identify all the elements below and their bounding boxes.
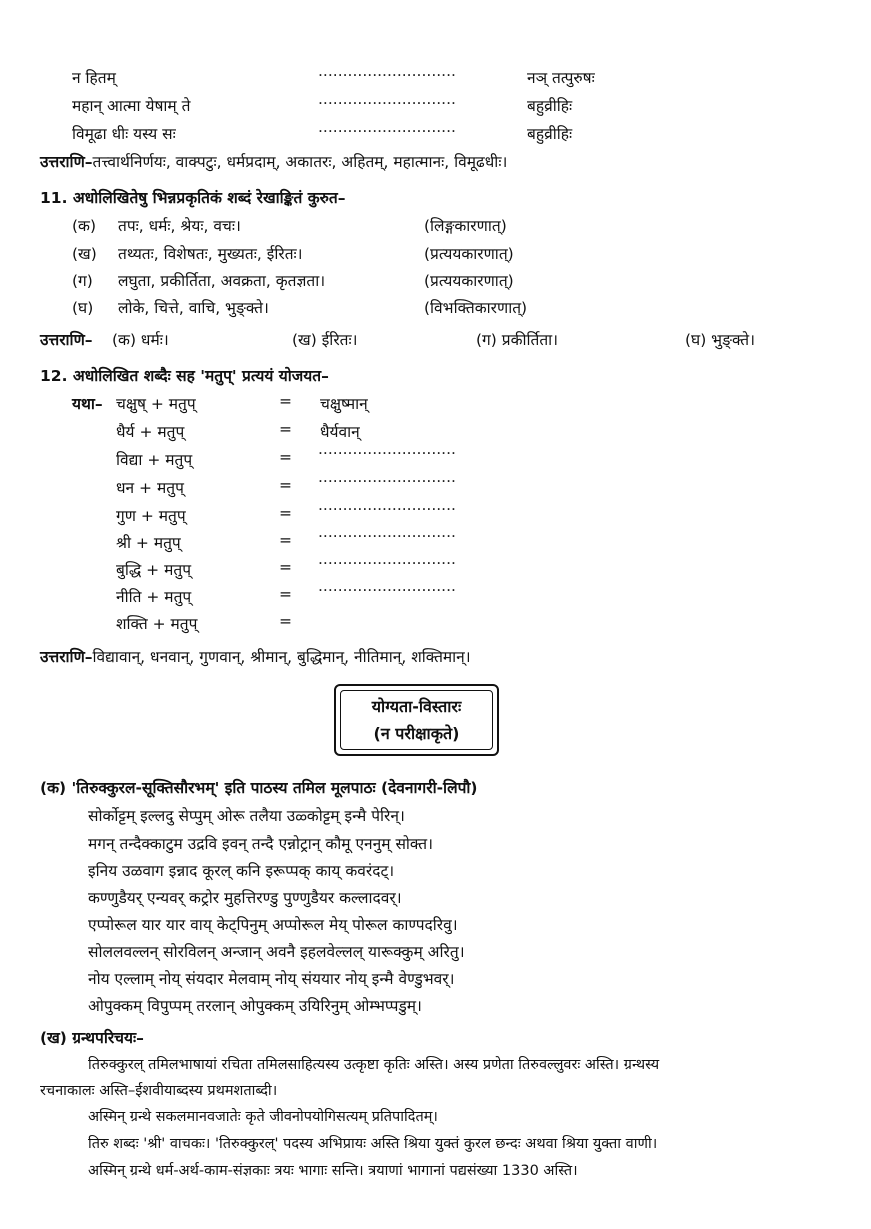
question-11-heading: 11. अधोलिखितेषु भिन्नप्रकृतिकं शब्दं रेखाङ्कितं कुरुत– [40, 189, 346, 207]
tamil-verse-line: मगन् तन्दैक्काटुम उद्रवि इवन् तन्दै एन्नोट्रान् कौमू एननुम् सोक्त। [88, 835, 433, 853]
expression: धैर्य + मतुप् [116, 423, 185, 441]
tamil-verse-line: सोर्कोट्टम् इल्लदु सेप्पुम् ओरू तलैया उळ्कोट्टम् इन्मै पेरिन्। [88, 807, 405, 825]
equals-sign: = [279, 392, 292, 410]
answer-ga: (ग) प्रकीर्तिता। [476, 331, 559, 349]
compound-type: बहुव्रीहिः [527, 97, 573, 115]
expression: विद्या + मतुप् [116, 451, 193, 469]
equals-sign: = [279, 558, 292, 576]
answers-text: तत्त्वार्थनिर्णयः, वाक्पटुः, धर्मप्रदाम्, अकातरः, अहितम्, महात्मानः, विमूढधीः। [92, 153, 508, 171]
answer-blank: ............................ [318, 440, 456, 458]
compound-phrase: न हितम् [72, 69, 116, 87]
paragraph-line: तिरु शब्दः 'श्री' वाचकः। 'तिरुक्कुरल्' पदस्य अभिप्रायः अस्ति श्रिया युक्तं कुरल छन्दः अथवा श्रिया युक्ता वाणी। [88, 1136, 658, 1152]
tamil-verse-line: सोललवल्लन् सोरविलन् अन्जान् अवनै इहलवेल्लल् यारूक्कुम् अरितु। [88, 943, 465, 961]
box-title: योग्यता-विस्तारः [371, 697, 462, 716]
answer-gha: (घ) भुङ्क्ते। [685, 331, 755, 349]
equals-sign: = [279, 585, 292, 603]
equals-sign: = [279, 531, 292, 549]
reason: (लिङ्गकारणात्) [424, 217, 507, 235]
box-subtitle: (न परीक्षाकृते) [373, 724, 460, 743]
equals-sign: = [279, 420, 292, 438]
paragraph-line: अस्मिन् ग्रन्थे सकलमानवजातेः कृते जीवनोपयोगिसत्यम् प्रतिपादितम्। [88, 1109, 438, 1125]
reason: (विभक्तिकारणात्) [424, 299, 528, 317]
answers-label: उत्तराणि– [40, 331, 93, 349]
answer-blank: ............................ [318, 550, 456, 568]
answers-text: विद्यावान्, धनवान्, गुणवान्, श्रीमान्, बुद्धिमान्, नीतिमान्, शक्तिमान्। [92, 648, 471, 666]
paragraph-line: तिरुक्कुरल् तमिलभाषायां रचिता तमिलसाहित्यस्य उत्कृष्टा कृतिः अस्ति। अस्य प्रणेता तिरुवल्लुवरः अस्ति। ग्रन्थस्य [88, 1057, 660, 1073]
answer-ka: (क) धर्मः। [112, 331, 169, 349]
tamil-verse-line: नोय एल्लाम् नोय् संयदार मेलवाम् नोय् संययार नोय् इन्मै वेण्डुभवर्। [88, 970, 455, 988]
tamil-verse-line: इनिय उळवाग इन्नाद कूरल् कनि इरूप्पक् काय् कवरंदट्। [88, 862, 395, 880]
row-label: (क) [72, 217, 96, 235]
row-label: (ग) [72, 272, 93, 290]
row-label: (घ) [72, 299, 94, 317]
section-ka-heading: (क) 'तिरुक्कुरल-सूक्तिसौरभम्' इति पाठस्य तमिल मूलपाठः (देवनागरी-लिपौ) [40, 779, 478, 797]
answer-blank: ............................ [318, 62, 456, 80]
q12-answers [40, 645, 471, 667]
compounds-answers [40, 150, 507, 172]
answer-blank: ............................ [318, 468, 456, 486]
word-list: तथ्यतः, विशेषतः, मुख्यतः, ईरितः। [118, 245, 303, 263]
answer-blank: ............................ [318, 90, 456, 108]
answers-label: उत्तराणि– [40, 153, 93, 171]
reason: (प्रत्ययकारणात्) [424, 245, 514, 263]
result: चक्षुष्मान् [320, 395, 368, 413]
equals-sign: = [279, 504, 292, 522]
reason: (प्रत्ययकारणात्) [424, 272, 514, 290]
expression: शक्ति + मतुप् [116, 615, 198, 633]
example-label: यथा– [72, 395, 103, 413]
compound-phrase: महान् आत्मा येषाम् ते [72, 97, 191, 115]
tamil-verse-line: कण्णुडैयर् एन्यवर् कट्रोर मुहत्तिरण्डु पुण्णुडैयर कल्लादवर्। [88, 889, 402, 907]
tamil-verse-line: ओपुक्कम् विपुप्पम् तरलान् ओपुक्कम् उयिरिनुम् ओम्भप्पडुम्। [88, 997, 422, 1015]
question-12-heading: 12. अधोलिखित शब्दैः सह 'मतुप्' प्रत्ययं योजयत– [40, 367, 329, 385]
equals-sign: = [279, 476, 292, 494]
tamil-verse-line: एप्पोरूल यार यार वाय् केट्पिनुम् अप्पोरूल मेय् पोरूल काण्पदरिवु। [88, 916, 458, 934]
enrichment-box [334, 684, 499, 756]
result: धैर्यवान् [320, 423, 360, 441]
answer-blank: ............................ [318, 496, 456, 514]
answer-blank: ............................ [318, 523, 456, 541]
word-list: लोके, चित्ते, वाचि, भुङ्क्ते। [118, 299, 269, 317]
expression: गुण + मतुप् [116, 507, 186, 525]
row-label: (ख) [72, 245, 97, 263]
answers-label: उत्तराणि– [40, 648, 93, 666]
answer-blank: ............................ [318, 118, 456, 136]
enrichment-box-inner [340, 690, 493, 750]
answer-kha: (ख) ईरितः। [292, 331, 358, 349]
equals-sign: = [279, 612, 292, 630]
compound-phrase: विमूढा धीः यस्य सः [72, 125, 176, 143]
compound-type: नञ् तत्पुरुषः [527, 69, 595, 87]
expression: नीति + मतुप् [116, 588, 192, 606]
paragraph-line: अस्मिन् ग्रन्थे धर्म-अर्थ-काम-संज्ञकाः त्रयः भागाः सन्ति। त्रयाणां भागानां पद्यसंख्या 1330 अस्ति। [88, 1163, 578, 1179]
expression: श्री + मतुप् [116, 534, 181, 552]
equals-sign: = [279, 448, 292, 466]
expression: बुद्धि + मतुप् [116, 561, 191, 579]
paragraph-line: रचनाकालः अस्ति–ईशवीयाब्दस्य प्रथमशताब्दी। [40, 1083, 278, 1099]
word-list: लघुता, प्रकीर्तिता, अवक्रता, कृतज्ञता। [118, 272, 326, 290]
compound-type: बहुव्रीहिः [527, 125, 573, 143]
answer-blank: ............................ [318, 577, 456, 595]
word-list: तपः, धर्मः, श्रेयः, वचः। [118, 217, 241, 235]
expression: धन + मतुप् [116, 479, 184, 497]
expression: चक्षुष् + मतुप् [116, 395, 196, 413]
section-kha-heading: (ख) ग्रन्थपरिचयः– [40, 1029, 144, 1047]
